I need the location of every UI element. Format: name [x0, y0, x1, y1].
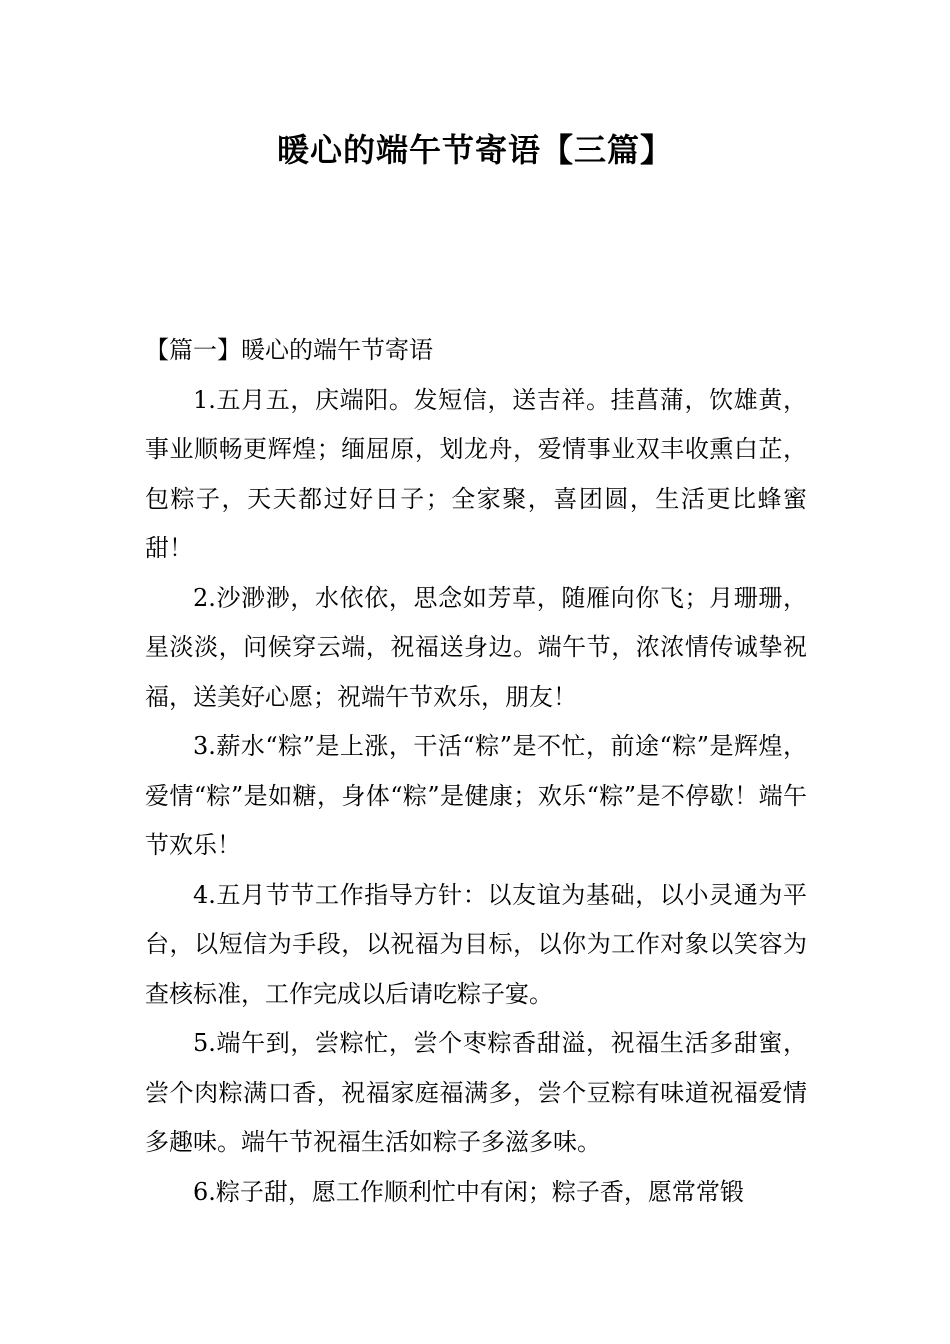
paragraph-1: 1.五月五，庆端阳。发短信，送吉祥。挂菖蒲，饮雄黄，事业顺畅更辉煌；缅屈原，划龙舟，爱情事业双丰收熏白芷，包粽子，天天都过好日子；全家聚，喜团圆，生活更比蜂蜜甜！ — [145, 385, 807, 562]
document-body — [145, 326, 807, 1217]
document-title: 暖心的端午节寄语【三篇】 — [276, 131, 673, 169]
paragraph-2: 2.沙渺渺，水依依，思念如芳草，随雁向你飞；月珊珊，星淡淡，问候穿云端，祝福送身边。端午节，浓浓情传诚挚祝福，送美好心愿；祝端午节欢乐，朋友！ — [145, 583, 807, 711]
paragraph-5: 5.端午到，尝粽忙，尝个枣粽香甜溢，祝福生活多甜蜜，尝个肉粽满口香，祝福家庭福满多，尝个豆粽有味道祝福爱情多趣味。端午节祝福生活如粽子多滋多味。 — [145, 1029, 807, 1156]
section-heading: 【篇一】暖心的端午节寄语 — [145, 336, 433, 364]
paragraph-3: 3.薪水“粽”是上涨，干活“粽”是不忙，前途“粽”是辉煌，爱情“粽”是如糖，身体“粽”是健康；欢乐“粽”是不停歇！端午节欢乐！ — [145, 732, 807, 859]
paragraph-6: 6.粽子甜，愿工作顺利忙中有闲；粽子香，愿常常锻 — [193, 1177, 744, 1206]
paragraph-4: 4.五月节节工作指导方针：以友谊为基础，以小灵通为平台，以短信为手段，以祝福为目标，以你为工作对象以笑容为查核标准，工作完成以后请吃粽子宴。 — [145, 880, 807, 1008]
